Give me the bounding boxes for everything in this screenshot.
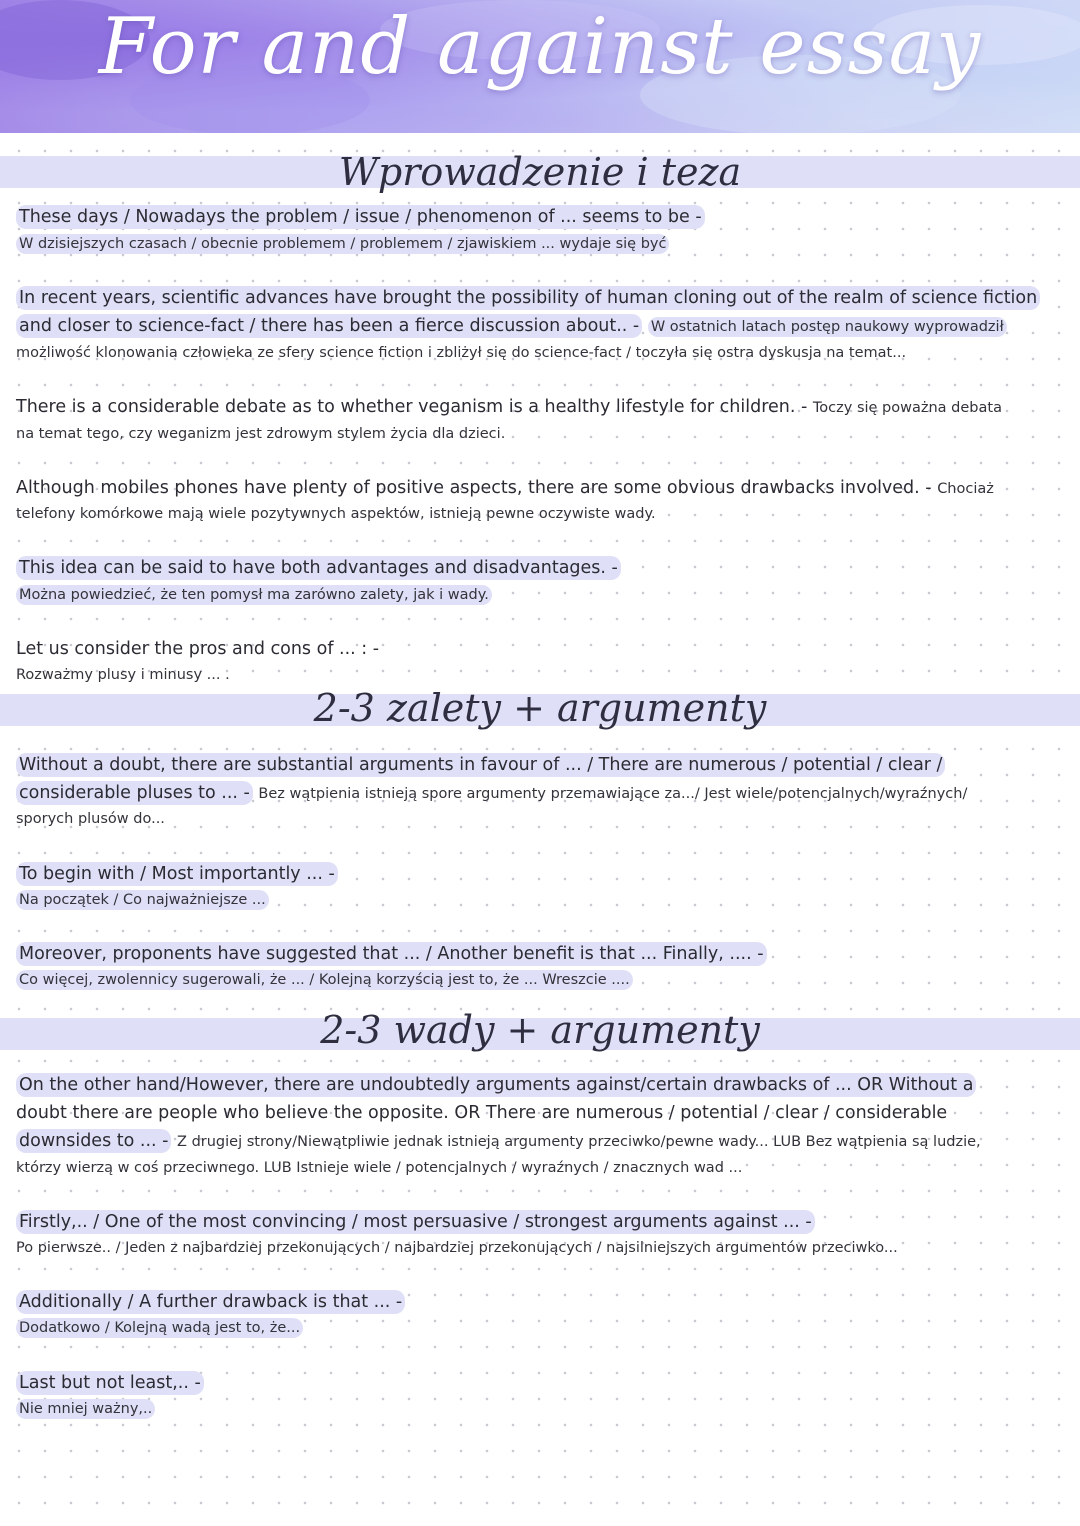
cons-line-7: Additionally / A further drawback is that ... - (16, 1294, 405, 1312)
cons-line-9: Last but not least,.. - (16, 1375, 204, 1393)
page-title: For and against essay (98, 2, 982, 92)
intro-line-4: and closer to science-fact / there has been a fierce discussion about.. - W ostatnich latach postęp naukowy wyprowadził (16, 318, 1007, 336)
pros-line-6: Moreover, proponents have suggested that ... / Another benefit is that ... Finally, .... - (16, 946, 767, 964)
cons-line-10: Nie mniej ważny,.. (16, 1402, 155, 1417)
intro-line-1: These days / Nowadays the problem / issue / phenomenon of ... seems to be - (16, 209, 705, 227)
section-heading-cons: 2-3 wady + argumenty (320, 1008, 760, 1052)
pros-line-4: To begin with / Most importantly ... - (16, 866, 338, 884)
cons-line-2: doubt there are people who believe the opposite. OR There are numerous / potential / clear / considerable (16, 1103, 948, 1123)
cons-line-5: Firstly,.. / One of the most convincing / most persuasive / strongest arguments against ... - (16, 1214, 815, 1232)
intro-line-5: możliwość klonowania człowieka ze sfery science fiction i zbliżył się do science-fact / toczyła się ostra dyskusja na temat... (16, 345, 907, 361)
intro-line-12: Let us consider the pros and cons of ... : - (16, 639, 380, 659)
cons-line-1: On the other hand/However, there are undoubtedly arguments against/certain drawbacks of ... OR Without a (16, 1077, 976, 1095)
section-heading-pros: 2-3 zalety + argumenty (313, 686, 767, 730)
cons-line-6: Po pierwsze.. / Jeden z najbardziej przekonujących / najbardziej przekonujących / najsilniejszych argumentów przeciwko... (16, 1240, 898, 1256)
intro-line-8: Although mobiles phones have plenty of positive aspects, there are some obvious drawbacks involved. - Chociaż (16, 478, 994, 498)
intro-line-13: Rozważmy plusy i minusy ... . (16, 667, 230, 683)
pros-line-7: Co więcej, zwolennicy sugerowali, że ... / Kolejną korzyścią jest to, że ... Wreszcie .... (16, 973, 633, 988)
pros-line-3: sporych plusów do... (16, 811, 165, 827)
pros-line-1: Without a doubt, there are substantial arguments in favour of ... / There are numerous / potential / clear / (16, 757, 945, 775)
intro-line-6: There is a considerable debate as to whether veganism is a healthy lifestyle for children. - Toczy się poważna debata (16, 397, 1002, 417)
cons-line-8: Dodatkowo / Kolejną wadą jest to, że... (16, 1321, 303, 1336)
intro-line-3: In recent years, scientific advances have brought the possibility of human cloning out of the realm of science fiction (16, 290, 1040, 308)
pros-line-2: considerable pluses to ... - Bez wątpienia istnieją spore argumenty przemawiające za.../ Jest wiele/potencjalnych/wyraźnych/ (16, 785, 967, 803)
intro-line-9: telefony komórkowe mają wiele pozytywnych aspektów, istnieją pewne oczywiste wady. (16, 506, 656, 522)
section-heading-intro: Wprowadzenie i teza (338, 150, 742, 194)
intro-line-10: This idea can be said to have both advantages and disadvantages. - (16, 560, 621, 578)
intro-line-11: Można powiedzieć, że ten pomysł ma zarówno zalety, jak i wady. (16, 588, 492, 603)
intro-line-2: W dzisiejszych czasach / obecnie problemem / problemem / zjawiskiem ... wydaje się być (16, 237, 669, 252)
intro-line-7: na temat tego, czy weganizm jest zdrowym stylem życia dla dzieci. (16, 426, 506, 442)
cons-line-3: downsides to ... - Z drugiej strony/Niewątpliwie jednak istnieją argumenty przeciwko/pewne wady... LUB Bez wątpienia są ludzie, (16, 1133, 981, 1151)
header-banner (0, 0, 1080, 133)
pros-line-5: Na początek / Co najważniejsze ... (16, 893, 269, 908)
cons-line-4: którzy wierzą w coś przeciwnego. LUB Istnieje wiele / potencjalnych / wyraźnych / znacznych wad ... (16, 1160, 743, 1176)
